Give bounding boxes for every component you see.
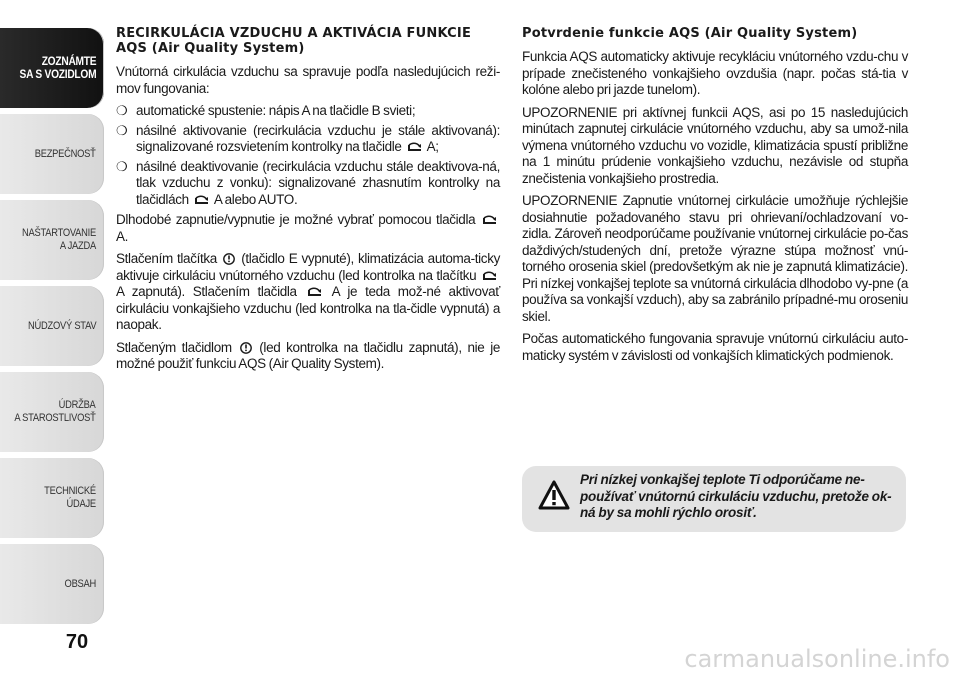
tab-introduction[interactable]: [0, 28, 104, 108]
section-heading: RECIRKULÁCIA VZDUCHU A AKTIVÁCIA FUNKCIE AQS (Air Quality System): [116, 26, 472, 56]
fan-icon: [240, 342, 252, 354]
recirculation-icon: [407, 142, 423, 152]
tab-label: ZOZNÁMTE SA S VOZIDLOM: [19, 54, 96, 81]
tab-label: TECHNICKÉ ÚDAJE: [44, 485, 96, 510]
paragraph: Funkcia AQS automaticky aktivuje recykláciu vnútorného vzdu-chu v prípade znečisteného vonkajšieho ovzdušia (napr. počas stá-tia v kolóne alebo pri jazde tunelom).: [522, 49, 908, 97]
paragraph: UPOZORNENIE Zapnutie vnútornej cirkulácie umožňuje rýchlejšie dosiahnutie požadovaného stavu pri ohrievaní/ochladzovaní vo-zidla. Zároveň neodporúčame používanie vnútornej cirkulácie po-čas daždivých/studených dní, pretože výrazne stúpa možnosť vnú-torného orosenia skiel (predovšetkým ak nie je zapnutá klimatizácie). Pri nízkej vonkajšej teplote sa vnútorná cirkulácia dlhodobo vy-pne (a používa sa vonkajší vzduch), aby sa zabránilo prípadné-mu oroseniu skiel.: [522, 193, 908, 324]
bullet-icon: ❍: [116, 158, 128, 174]
recirculation-icon: [194, 195, 210, 205]
left-column: [116, 26, 500, 379]
page-number: 70: [65, 631, 89, 653]
paragraph: Dlhodobé zapnutie/vypnutie je možné vybrať pomocou tlačidla A.: [116, 212, 500, 245]
tab-technical-data[interactable]: [0, 458, 104, 538]
tab-label: OBSAH: [64, 577, 96, 590]
tab-label: NAŠTARTOVANIE A JAZDA: [22, 227, 96, 252]
intro-paragraph: Vnútorná cirkulácia vzduchu sa spravuje podľa nasledujúcich reži-mov fungovania:: [116, 64, 500, 96]
tab-contents[interactable]: [0, 544, 104, 624]
list-item: ❍ násilné aktivovanie (recirkulácia vzduchu je stále aktivovaná): signalizované rozsvietením kontrolky na tlačidle A;: [116, 122, 500, 154]
mode-list: [116, 103, 500, 208]
tab-label: ÚDRŽBA A STAROSTLIVOSŤ: [14, 399, 96, 424]
tab-label: BEZPEČNOSŤ: [35, 147, 96, 160]
recirculation-icon: [482, 271, 498, 281]
right-column: [522, 26, 908, 370]
tab-safety[interactable]: [0, 114, 104, 194]
warning-box: [522, 466, 906, 532]
paragraph: Stlačeným tlačidlom (led kontrolka na tlačidlu zapnutá), nie je možné použiť funkciu AQS (Air Quality System).: [116, 339, 500, 371]
paragraph: Počas automatického fungovania spravuje vnútornú cirkuláciu auto-maticky systém v závislosti od vonkajších klimatických podmienok.: [522, 331, 908, 363]
bullet-icon: ❍: [116, 103, 128, 118]
warning-triangle-icon: [538, 480, 570, 510]
tab-emergency[interactable]: [0, 286, 104, 366]
list-item: ❍ násilné deaktivovanie (recirkulácia vzduchu stále deaktivova-ná, tlak vzduchu z vonku): signalizované zhasnutím kontrolky na tlačidlách A alebo AUTO.: [116, 158, 500, 207]
recirculation-icon: [482, 215, 498, 225]
recirculation-icon: [307, 287, 323, 297]
paragraph: Stlačením tlačítka (tlačidlo E vypnuté), klimatizácia automa-ticky aktivuje cirkuláciu vnútorného vzduchu (led kontrolka na tlačítku A zapnutá). Stlačením tlačidla A je teda mož-né aktivovať cirkuláciu vonkajšieho vzduchu (led kontrolka na tla-čidle vypnutá) a naopak.: [116, 251, 500, 332]
section-heading: Potvrdenie funkcie AQS (Air Quality System): [522, 26, 858, 41]
tab-starting-driving[interactable]: [0, 200, 104, 280]
paragraph: UPOZORNENIE pri aktívnej funkcii AQS, asi po 15 nasledujúcich minútach zapnutej cirkulácie vnútorného vzduchu, aby sa umož-nila výmena vnútorného vzduchu vo vozidle, klimatizácia spustí približne na 1 minútu prúdenie vonkajšieho vzduchu, nezávisle od stupňa znečistenia vonkajšieho prostredia.: [522, 104, 908, 186]
watermark: carmanualsonline.info: [684, 645, 950, 673]
tab-maintenance[interactable]: [0, 372, 104, 452]
chapter-tabs: [0, 28, 104, 630]
fan-icon: [223, 253, 235, 265]
warning-text: Pri nízkej vonkajšej teplote Ti odporúčame ne-používať vnútornú cirkuláciu vzduchu, pretože ok-ná by sa mohli rýchlo orosiť.: [580, 472, 892, 520]
bullet-icon: ❍: [116, 122, 128, 138]
tab-label: NÚDZOVÝ STAV: [27, 319, 96, 332]
list-item: ❍ automatické spustenie: nápis A na tlačidle B svieti;: [116, 103, 416, 118]
